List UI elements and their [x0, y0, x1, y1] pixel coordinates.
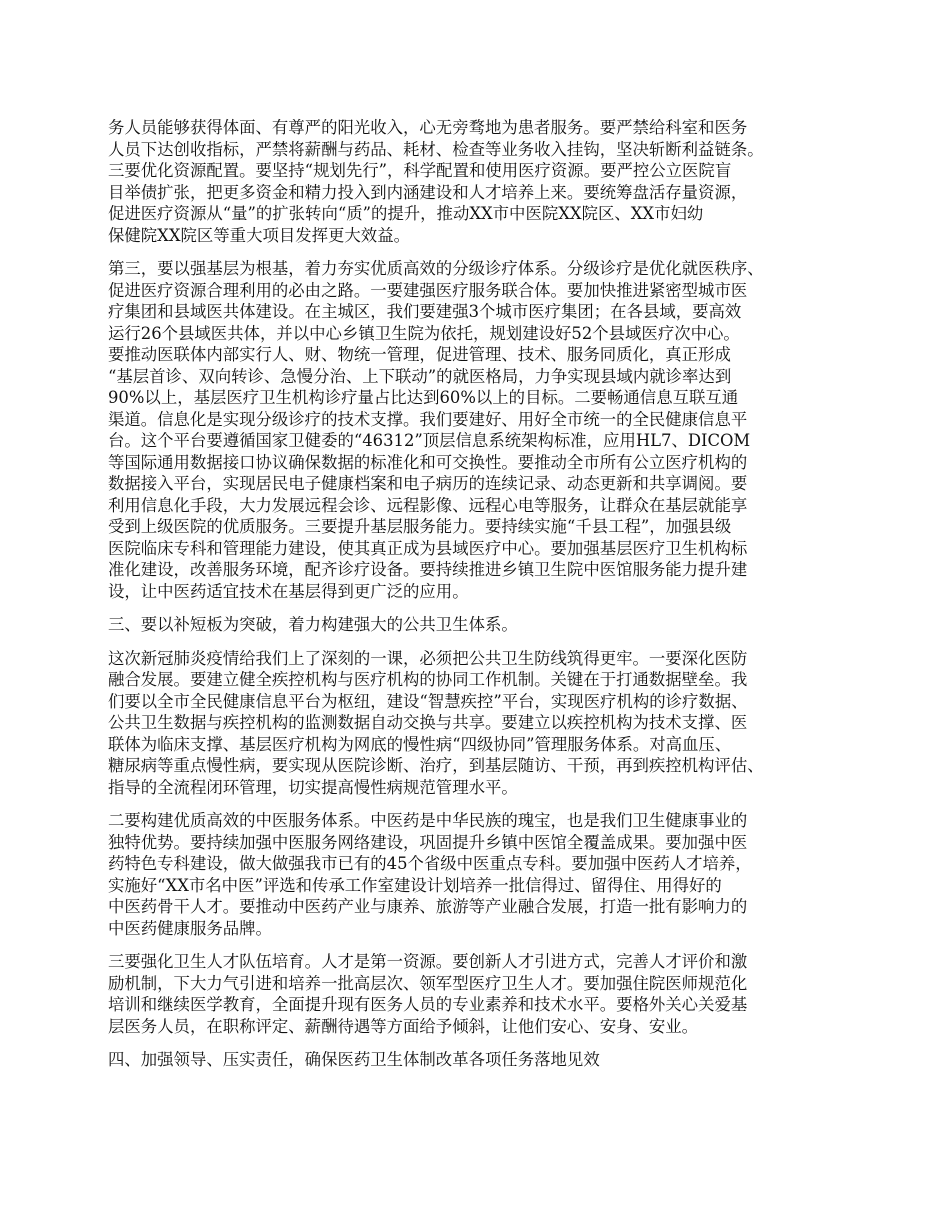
text-line: 等国际通用数据接口协议确保数据的标准化和可交换性。要推动全市所有公立医疗机构的 [108, 452, 748, 472]
paragraph-talent-cultivation [108, 951, 888, 1037]
section-heading-public-health [108, 614, 888, 636]
text-line: 中医药骨干人才。要推动中医药产业与康养、旅游等产业融合发展，打造一批有影响力的 [108, 897, 748, 916]
text-line: 中医药健康服务品牌。 [108, 918, 272, 938]
text-line: 实施好“XX市名中医”评选和传承工作室建设计划培养一批信得过、留得住、用得好的 [108, 875, 722, 895]
paragraph-tiered-care [108, 258, 888, 602]
section-heading-leadership [108, 1049, 888, 1071]
text-line: 受到上级医院的优质服务。三要提升基层服务能力。要持续实施“千县工程”，加强县级 [108, 517, 732, 536]
text-line: 促进医疗资源合理利用的必由之路。一要建强医疗服务联合体。要加快推进紧密型城市医 [108, 280, 748, 300]
text-line: 设，让中医药适宜技术在基层得到更广泛的应用。 [108, 581, 469, 601]
text-line: 公共卫生数据与疾控机构的监测数据自动交换与共享。要建立以疾控机构为技术支撑、医 [108, 713, 748, 732]
text-line: 务人员能够获得体面、有尊严的阳光收入，心无旁骛地为患者服务。要严禁给科室和医务 [108, 118, 748, 137]
text-line: 保健院XX院区等重大项目发挥更大效益。 [108, 225, 410, 245]
text-line: 利用信息化手段，大力发展远程会诊、远程影像、远程心电等服务，让群众在基层就能享 [108, 495, 748, 515]
paragraph-epidemic-prevention [108, 648, 888, 799]
text-line: 疗集团和县域医共体建设。在主城区，我们要建强3个城市医疗集团；在各县域，要高效 [108, 302, 742, 321]
text-line: 数据接入平台，实现居民电子健康档案和电子病历的连续记录、动态更新和共享调阅。要 [108, 474, 748, 493]
text-line: 渠道。信息化是实现分级诊疗的技术支撑。我们要建好、用好全市统一的全民健康信息平 [108, 409, 748, 429]
text-line: 运行26个县域医共体，并以中心乡镇卫生院为依托，规划建设好52个县域医疗次中心。 [108, 323, 740, 343]
text-line: 促进医疗资源从“量”的扩张转向“质”的提升，推动XX市中医院XX院区、XX市妇幼 [108, 204, 704, 223]
text-line: 融合发展。要建立健全疾控机构与医疗机构的协同工作机制。关键在于打通数据壁垒。我 [108, 670, 748, 689]
text-line: 联体为临床支撑、基层医疗机构为网底的慢性病“四级协同”管理服务体系。对高血压、 [108, 734, 732, 754]
text-line: 层医务人员，在职称评定、薪酬待遇等方面给予倾斜，让他们安心、安身、安业。 [108, 1016, 699, 1036]
text-line: 三要优化资源配置。要坚持“规划先行”，科学配置和使用医疗资源。要严控公立医院盲 [108, 161, 732, 180]
text-line: 目举债扩张，把更多资金和精力投入到内涵建设和人才培养上来。要统筹盘活存量资源， [108, 182, 748, 202]
text-line: 药特色专科建设，做大做强我市已有的45个省级中医重点专科。要加强中医药人才培养， [108, 854, 752, 873]
text-line: 培训和继续医学教育，全面提升现有医务人员的专业素养和技术水平。要格外关心关爱基 [108, 995, 748, 1014]
text-line: 二要构建优质高效的中医服务体系。中医药是中华民族的瑰宝，也是我们卫生健康事业的 [108, 811, 748, 830]
text-line: 90%以上，基层医疗卫生机构诊疗量占比达到60%以上的目标。二要畅通信息互联互通 [108, 388, 739, 407]
text-line: 四、加强领导、压实责任，确保医药卫生体制改革各项任务落地见效 [108, 1050, 600, 1069]
text-line: “基层首诊、双向转诊、急慢分治、上下联动”的就医格局，力争实现县域内就诊率达到 [108, 366, 732, 386]
text-line: 这次新冠肺炎疫情给我们上了深刻的一课，必须把公共卫生防线筑得更牢。一要深化医防 [108, 648, 748, 668]
paragraph-resource-allocation [108, 117, 888, 246]
text-line: 第三，要以强基层为根基，着力夯实优质高效的分级诊疗体系。分级诊疗是优化就医秩序、 [108, 259, 764, 278]
paragraph-tcm-services [108, 810, 888, 939]
text-line: 医院临床专科和管理能力建设，使其真正成为县域医疗中心。要加强基层医疗卫生机构标 [108, 538, 748, 558]
text-line: 独特优势。要持续加强中医服务网络建设，巩固提升乡镇中医馆全覆盖成果。要加强中医 [108, 832, 748, 852]
text-line: 励机制，下大力气引进和培养一批高层次、领军型医疗卫生人才。要加强住院医师规范化 [108, 973, 748, 993]
text-line: 台。这个平台要遵循国家卫健委的“46312”顶层信息系统架构标准，应用HL7、DICOM [108, 431, 751, 450]
text-line: 们要以全市全民健康信息平台为枢纽，建设“智慧疾控”平台，实现医疗机构的诊疗数据、 [108, 691, 748, 711]
text-line: 糖尿病等重点慢性病，要实现从医院诊断、治疗，到基层随访、干预，再到疾控机构评估、 [108, 756, 764, 775]
text-line: 三、要以补短板为突破，着力构建强大的公共卫生体系。 [108, 615, 518, 634]
text-line: 指导的全流程闭环管理，切实提高慢性病规范管理水平。 [108, 777, 518, 797]
text-line: 三要强化卫生人才队伍培育。人才是第一资源。要创新人才引进方式，完善人才评价和激 [108, 952, 748, 971]
text-line: 要推动医联体内部实行人、财、物统一管理，促进管理、技术、服务同质化，真正形成 [108, 345, 731, 364]
document-page [108, 117, 888, 1083]
text-line: 人员下达创收指标，严禁将薪酬与药品、耗材、检查等业务收入挂钩，坚决斩断利益链条。 [108, 139, 764, 159]
text-line: 准化建设，改善服务环境，配齐诊疗设备。要持续推进乡镇卫生院中医馆服务能力提升建 [108, 560, 748, 579]
